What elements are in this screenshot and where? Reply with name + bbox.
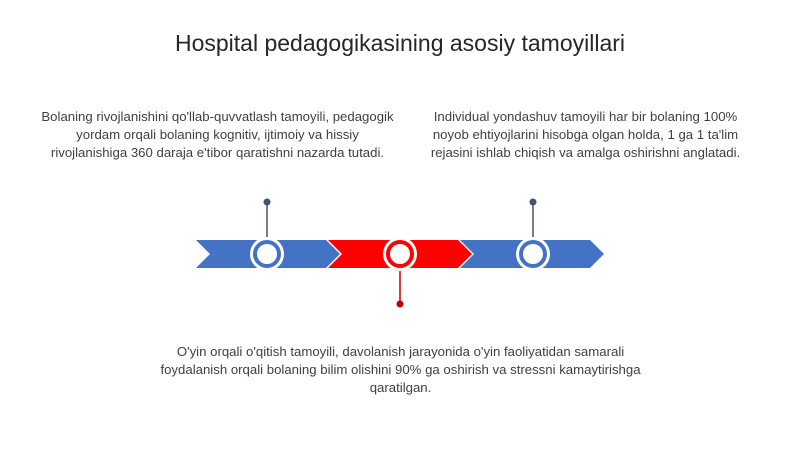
milestone-ring-1-inner [255,242,279,266]
principle-text-1: Bolaning rivojlanishini qo'llab-quvvatlash tamoyili, pedagogik yordam orqali bolaning kognitiv, ijtimoiy va hissiy rivojlanishiga 360 daraja e'tibor qaratishni nazarda tutadi. [41,109,394,160]
slide-title: Hospital pedagogikasining asosiy tamoyillari [174,30,626,56]
principle-text-2: O'yin orqali o'qitish tamoyili, davolanish jarayonida o'yin faoliyatidan samarali foydalanish orqali bolaning bilim olishini 90% ga oshirish va stressni kamaytirishga qaratilgan. [160,344,641,395]
connector-dot-2 [397,301,404,308]
milestone-ring-2-inner [388,242,412,266]
connector-dot-1 [264,199,271,206]
connector-dot-3 [530,199,537,206]
principle-text-3: Individual yondashuv tamoyili har bir bolaning 100% noyob ehtiyojlarini hisobga olgan holda, 1 ga 1 ta'lim rejasini ishlab chiqish va amalga oshirishni anglatadi. [430,109,741,160]
milestone-ring-3-inner [521,242,545,266]
